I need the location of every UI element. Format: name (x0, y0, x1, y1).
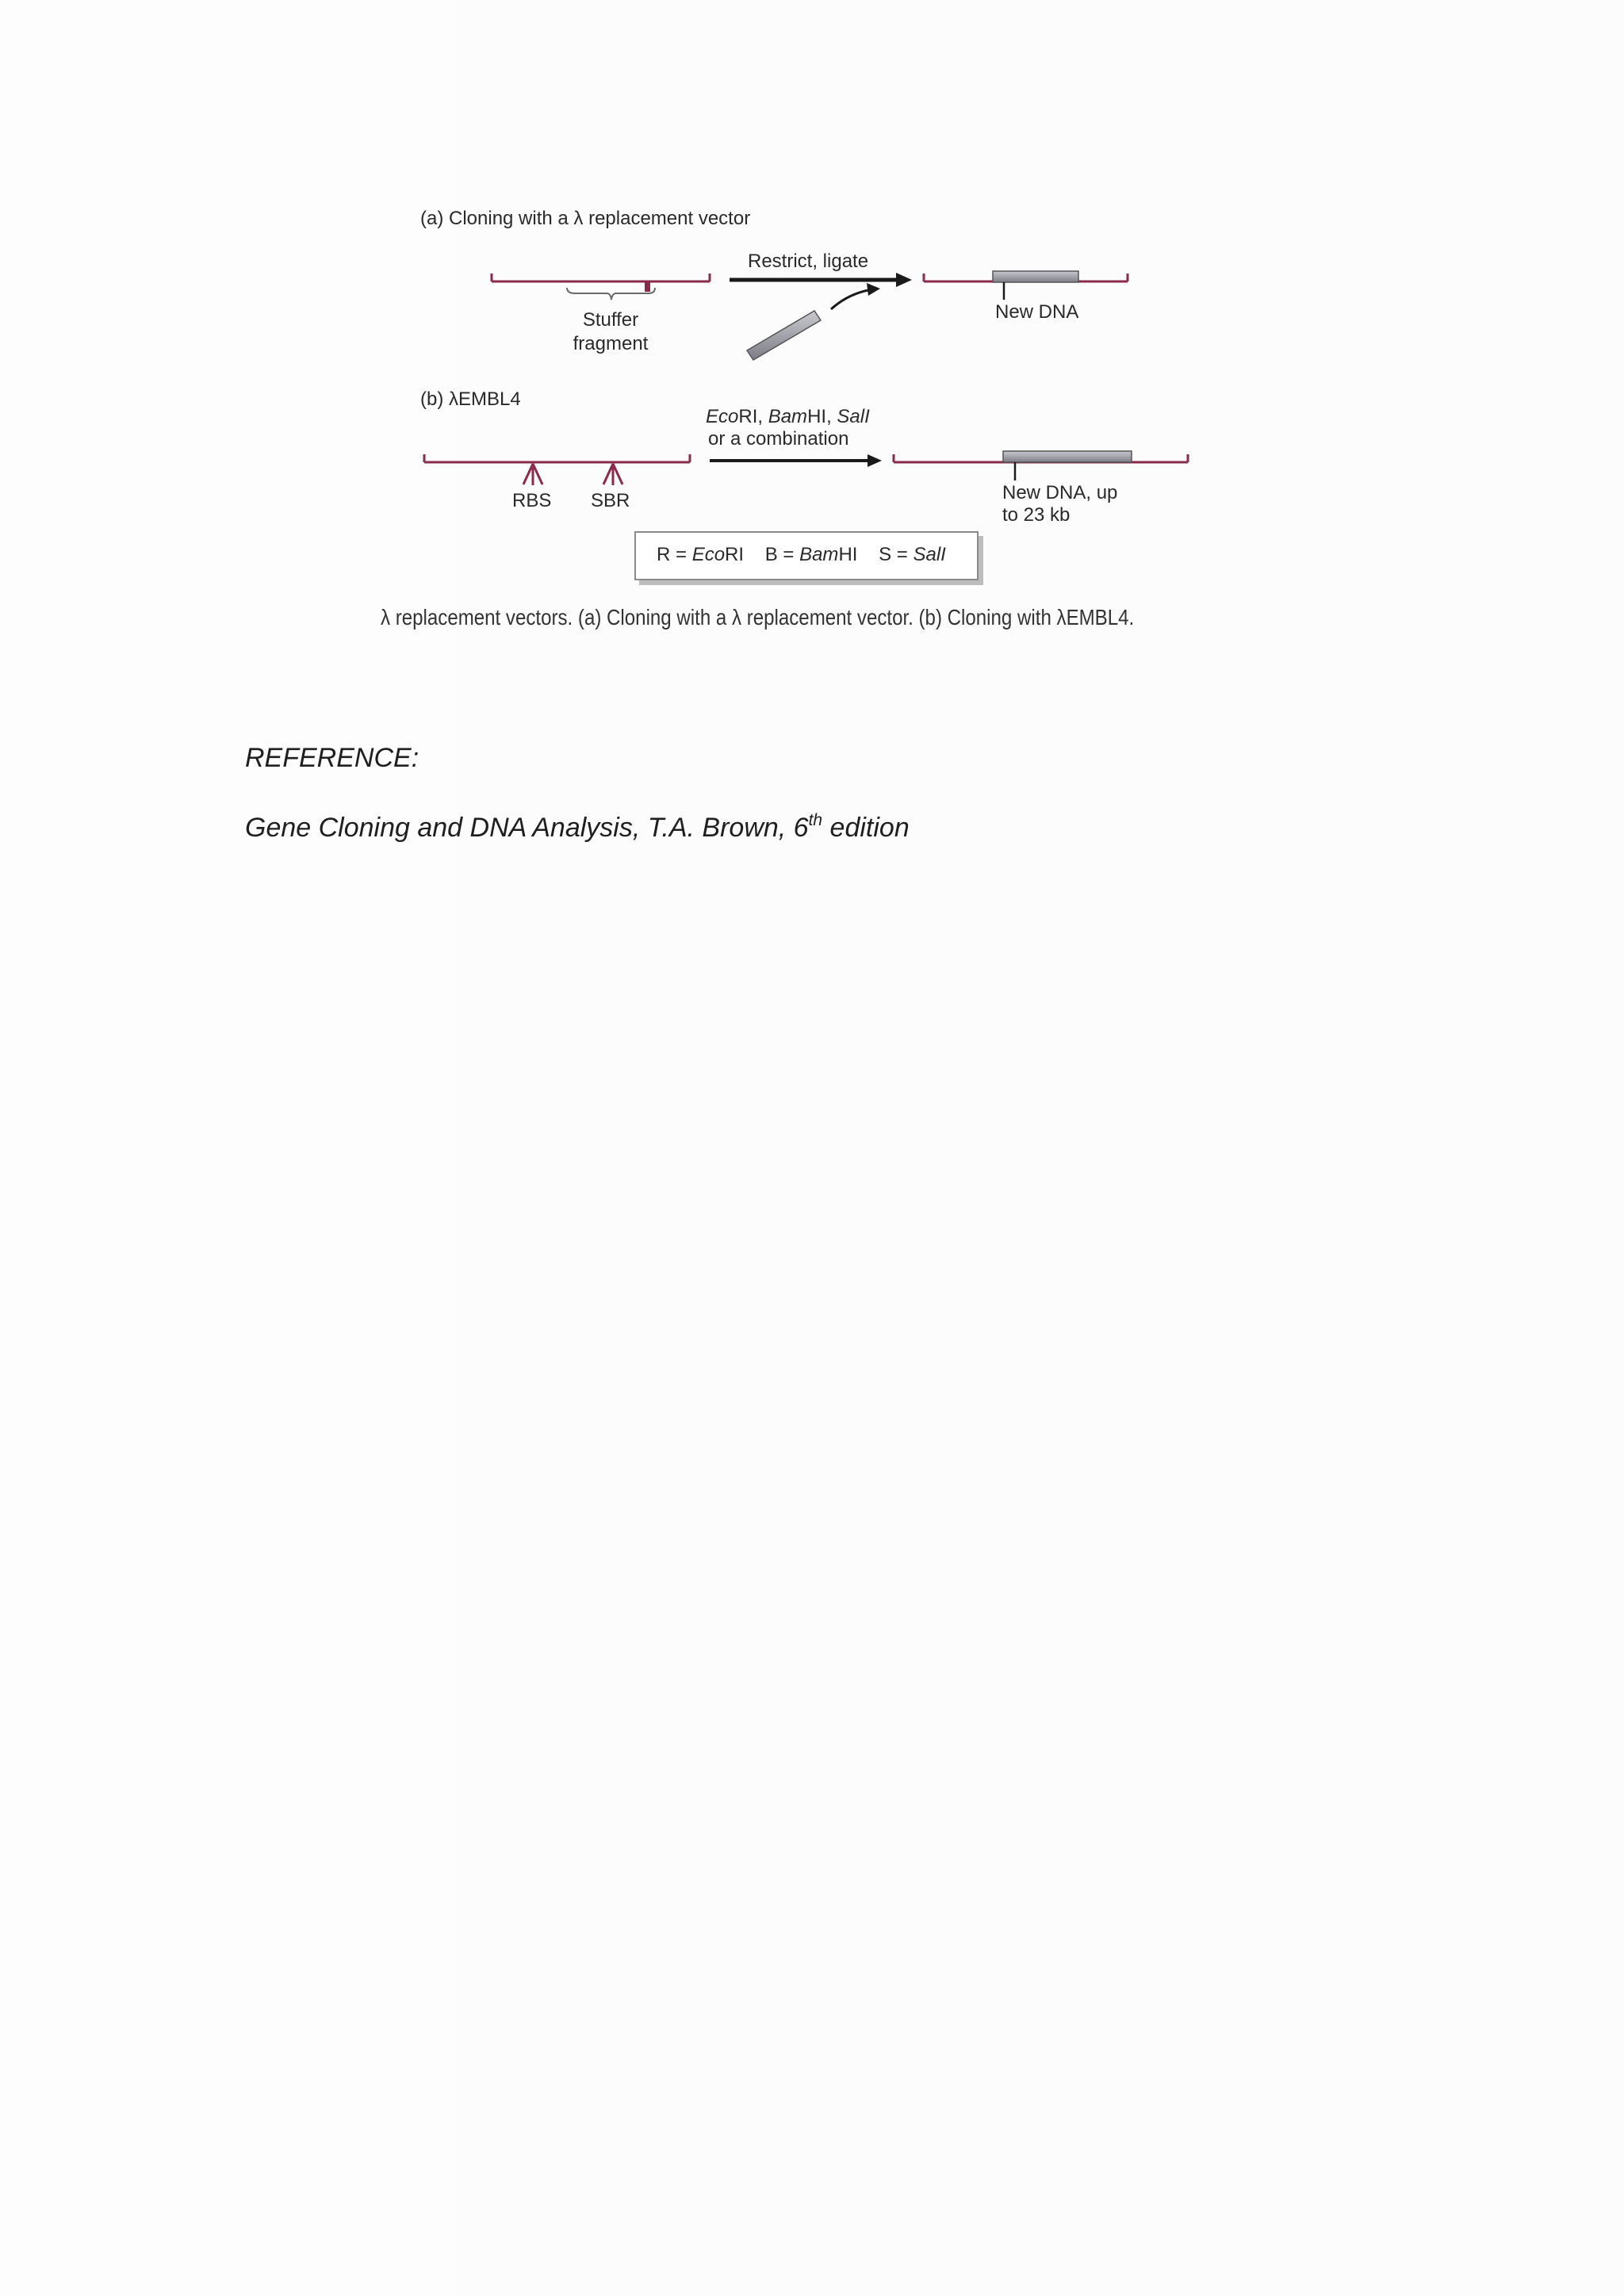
site-sbr-label: SBR (591, 490, 630, 511)
lambda-vector-figure (381, 190, 1269, 650)
legend-b-prefix: B = (764, 544, 800, 565)
result-b (894, 451, 1188, 480)
panel-a-title: (a) Cloning with a λ replacement vector (420, 208, 751, 229)
panel-b-arrow-label-line1 (706, 406, 870, 428)
legend-r-enzyme-rest: RI (725, 544, 745, 565)
citation-main: Gene Cloning and DNA Analysis, T.A. Brown, 6 (245, 813, 809, 843)
site-rbs-label: RBS (512, 490, 552, 511)
legend-s-enzyme-italic: Sal (913, 544, 941, 565)
legend-s-enzyme-rest: I (940, 544, 946, 565)
new-dna-label-b-line2: to 23 kb (1002, 504, 1071, 526)
panel-a-arrow-label: Restrict, ligate (748, 251, 869, 272)
enzyme-ecori-rest: RI, (738, 406, 768, 427)
legend-b-enzyme-rest: HI (838, 544, 858, 565)
legend-s-prefix: S = (879, 544, 914, 565)
enzyme-legend-text (657, 544, 946, 566)
enzyme-bamhi-italic: Bam (768, 406, 808, 427)
enzyme-sali-italic: Sal (837, 406, 865, 427)
citation-superscript: th (808, 811, 823, 829)
legend-r-prefix: R = (657, 544, 692, 565)
new-dna-label-a: New DNA (995, 301, 1079, 323)
result-a (924, 271, 1128, 300)
legend-r-enzyme-italic: Eco (691, 544, 726, 565)
stuffer-marker (645, 282, 650, 292)
arrow-b (710, 454, 882, 467)
legend-b-enzyme-italic: Bam (799, 544, 839, 565)
figure-caption: λ replacement vectors. (a) Cloning with a λ replacement vector. (b) Cloning with λEMBL4. (381, 605, 1135, 629)
reference-citation (245, 811, 910, 844)
stuffer-label-line2: fragment (573, 333, 649, 354)
new-dna-label-b-line1: New DNA, up (1002, 482, 1118, 503)
reference-heading: REFERENCE: (245, 743, 419, 773)
site-rbs-marker (523, 464, 542, 485)
incoming-dna-fragment (747, 283, 880, 360)
enzyme-sali-rest: I (864, 406, 870, 427)
stuffer-label-line1: Stuffer (582, 309, 639, 331)
panel-b-title: (b) λEMBL4 (420, 388, 521, 410)
citation-tail: edition (822, 813, 910, 843)
site-sbr-marker (603, 464, 622, 485)
enzyme-ecori-italic: Eco (706, 406, 739, 427)
vector-a (492, 274, 710, 281)
panel-b-arrow-label-line2: or a combination (708, 428, 849, 450)
enzyme-bamhi-rest: HI, (807, 406, 837, 427)
enzyme-legend-box (634, 531, 979, 580)
arrow-a (730, 273, 912, 287)
vector-b (424, 454, 690, 462)
stuffer-brace (567, 288, 655, 300)
